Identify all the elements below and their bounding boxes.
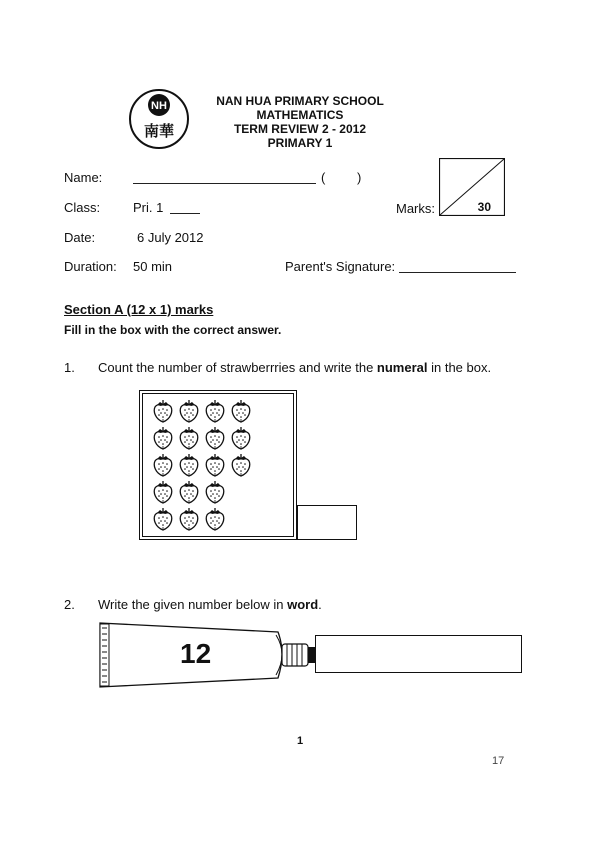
strawberry-icon (178, 426, 200, 455)
date-value: 6 July 2012 (137, 230, 204, 245)
duration-value: 50 min (133, 259, 173, 274)
name-bracket-open: ( (321, 170, 326, 185)
strawberry-icon (178, 507, 200, 536)
toothpaste-tube (98, 620, 323, 690)
corner-mark: 17 (492, 755, 505, 767)
strawberry-icon (204, 507, 226, 536)
signature-label: Parent's Signature: (285, 259, 396, 274)
level-title: PRIMARY 1 (267, 136, 333, 150)
name-bracket-close: ) (357, 170, 362, 185)
section-title: Section A (12 x 1) marks (64, 302, 214, 317)
page-number: 1 (297, 735, 304, 747)
strawberry-icon (204, 426, 226, 455)
logo-chinese: 南華 (143, 122, 175, 140)
logo-letters: NH (151, 100, 167, 112)
strawberry-icon (152, 453, 174, 482)
given-number: 12 (180, 638, 212, 669)
strawberry-icon (204, 399, 226, 428)
strawberry-icon (230, 453, 252, 482)
subject-title: MATHEMATICS (256, 108, 344, 122)
strawberry-icon (230, 426, 252, 455)
answer-box-2[interactable] (315, 635, 522, 673)
date-label: Date: (64, 230, 96, 245)
class-value: Pri. 1 (133, 200, 164, 215)
school-name: NAN HUA PRIMARY SCHOOL (216, 94, 384, 108)
strawberry-icon (152, 426, 174, 455)
question-1-number: 1. (64, 360, 75, 375)
strawberry-icon (152, 507, 174, 536)
name-field[interactable] (133, 183, 316, 184)
question-2-number: 2. (64, 597, 75, 612)
strawberry-icon (178, 399, 200, 428)
answer-box-1[interactable] (297, 505, 357, 540)
class-label: Class: (64, 200, 101, 215)
question-1-text: Count the number of strawberrries and write the numeral in the box. (98, 360, 492, 375)
section-instruction: Fill in the box with the correct answer. (64, 323, 282, 337)
term-title: TERM REVIEW 2 - 2012 (233, 122, 367, 136)
strawberry-icon (178, 480, 200, 509)
strawberry-box (139, 390, 297, 540)
class-field[interactable] (170, 213, 200, 214)
strawberry-icon (178, 453, 200, 482)
marks-box (439, 158, 505, 216)
strawberry-icon (152, 399, 174, 428)
strawberry-icon (204, 480, 226, 509)
marks-total: 30 (477, 200, 491, 214)
strawberry-icon (230, 399, 252, 428)
question-2-text: Write the given number below in word. (98, 597, 322, 612)
name-label: Name: (64, 170, 103, 185)
strawberry-icon (152, 480, 174, 509)
strawberry-icon (204, 453, 226, 482)
signature-field[interactable] (399, 272, 516, 273)
marks-label: Marks: (396, 201, 435, 216)
duration-label: Duration: (64, 259, 117, 274)
